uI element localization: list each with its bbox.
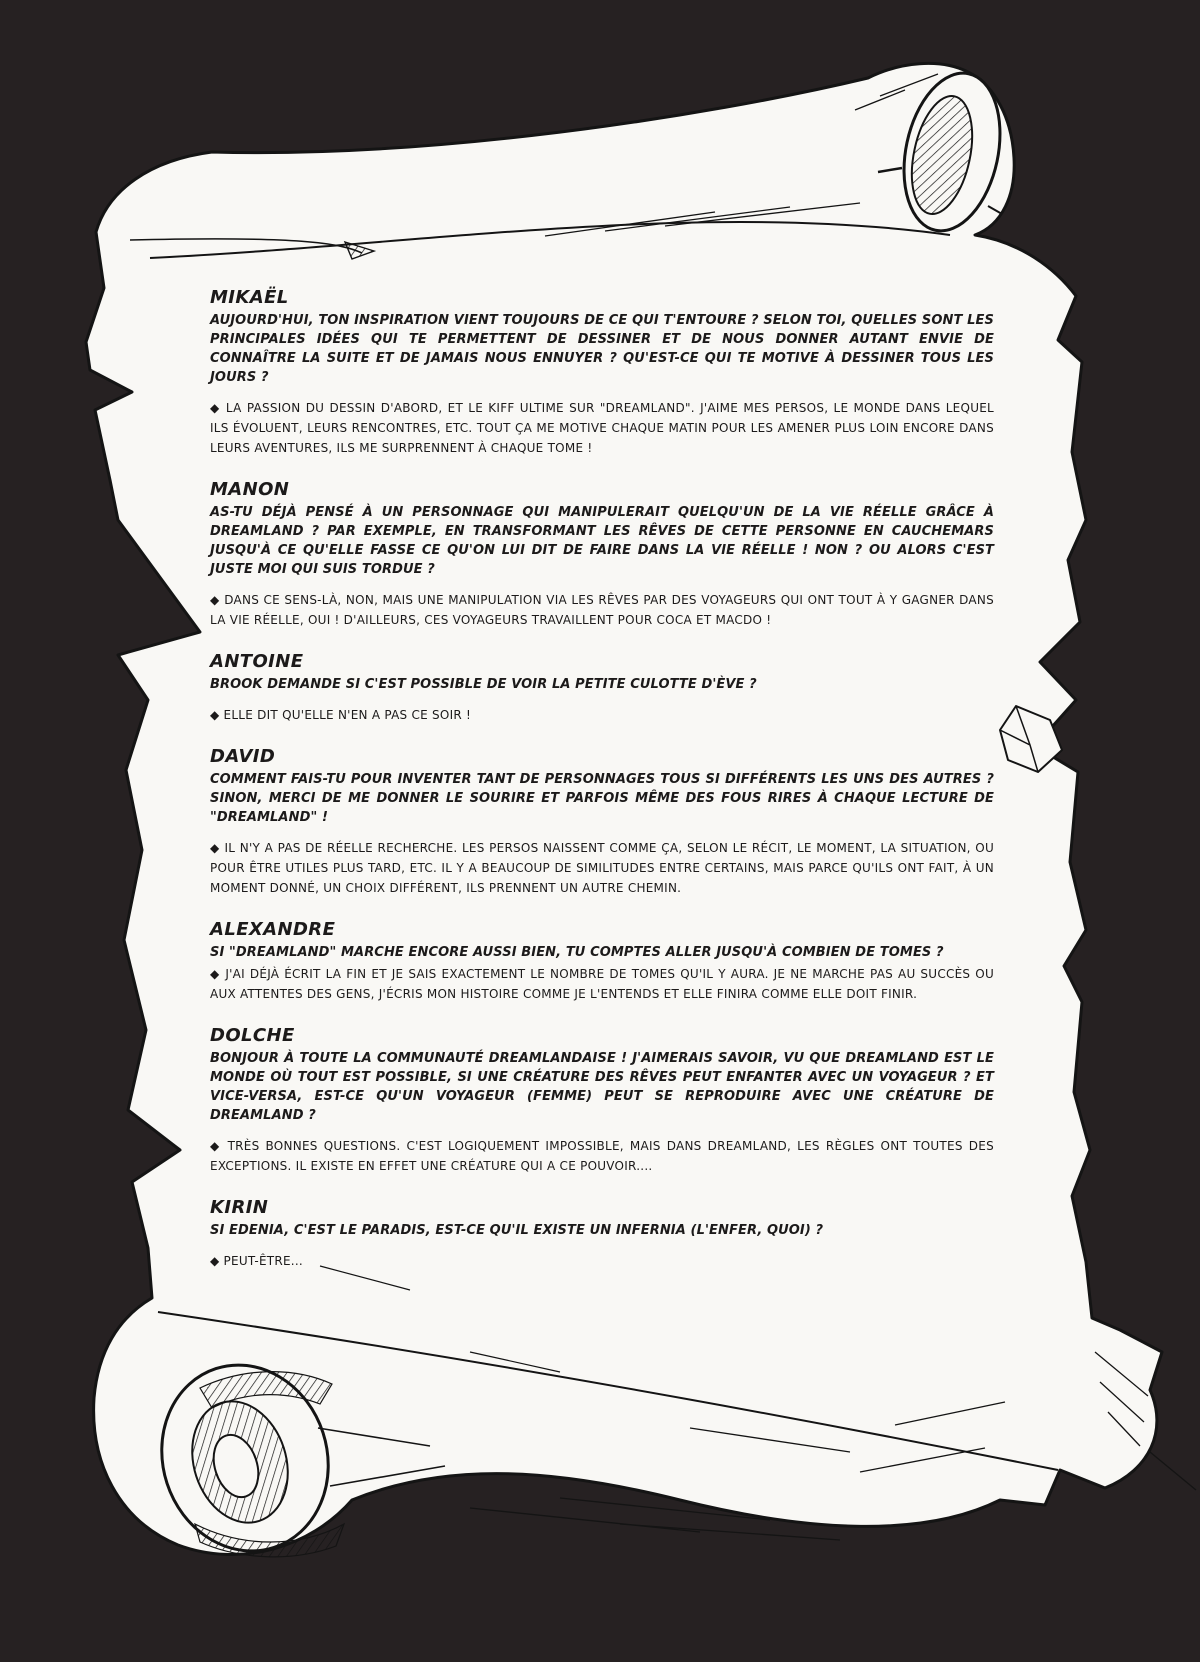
author-answer: ◆ TRÈS BONNES QUESTIONS. C'EST LOGIQUEMENT IMPOSSIBLE, MAIS DANS DREAMLAND, LES RÈGLES ONT TOUTES DES EXCEPTIONS. IL EXISTE EN EFFET UNE CRÉATURE QUI A CE POUVOIR.... <box>210 1139 994 1173</box>
author-answer: ◆ IL N'Y A PAS DE RÉELLE RECHERCHE. LES PERSOS NAISSENT COMME ÇA, SELON LE RÉCIT, LE MOMENT, LA SITUATION, OU POUR ÊTRE UTILES PLUS TARD, ETC. IL Y A BEAUCOUP DE SIMILITUDES ENTRE CERTAINS, MAIS PARCE QU'ILS ONT FAIT, À UN MOMENT DONNÉ, UN CHOIX DIFFÉRENT, ILS PRENNENT UN AUTRE CHEMIN. <box>210 841 994 895</box>
qa-section-alexandre <box>210 920 994 1004</box>
author-answer: ◆ PEUT-ÊTRE... <box>210 1254 303 1268</box>
author-answer: ◆ DANS CE SENS-LÀ, NON, MAIS UNE MANIPULATION VIA LES RÊVES PAR DES VOYAGEURS QUI ONT TOUT À Y GAGNER DANS LA VIE RÉELLE, OUI ! D'AILLEURS, CES VOYAGEURS TRAVAILLENT POUR COCA ET MACDO ! <box>210 593 994 627</box>
reader-question: COMMENT FAIS-TU POUR INVENTER TANT DE PERSONNAGES TOUS SI DIFFÉRENTS LES UNS DES AUTRES ? SINON, MERCI DE ME DONNER LE SOURIRE ET PARFOIS MÊME DES FOUS RIRES À CHAQUE LECTURE DE "DREAMLAND" ! <box>210 772 994 825</box>
reader-name: MIKAËL <box>210 287 289 308</box>
qa-section-kirin <box>210 1198 994 1271</box>
qa-section-manon <box>210 480 994 630</box>
reader-name: ANTOINE <box>210 651 304 672</box>
qa-section-david <box>210 747 994 898</box>
reader-question: BONJOUR À TOUTE LA COMMUNAUTÉ DREAMLANDAISE ! J'AIMERAIS SAVOIR, VU QUE DREAMLAND EST LE MONDE OÙ TOUT EST POSSIBLE, SI UNE CRÉATURE DES RÊVES PEUT ENFANTER AVEC UN VOYAGEUR ? ET VICE-VERSA, EST-CE QU'UN VOYAGEUR (FEMME) PEUT SE REPRODUIRE AVEC UNE CRÉATURE DE DREAMLAND ? <box>210 1051 994 1123</box>
qa-section-mikael <box>210 288 994 458</box>
reader-question: AS-TU DÉJÀ PENSÉ À UN PERSONNAGE QUI MANIPULERAIT QUELQU'UN DE LA VIE RÉELLE GRÂCE À DREAMLAND ? PAR EXEMPLE, EN TRANSFORMANT LES RÊVES DE CETTE PERSONNE EN CAUCHEMARS JUSQU'À CE QU'ELLE FASSE CE QU'ON LUI DIT DE FAIRE DANS LA VIE RÉELLE ! NON ? OU ALORS C'EST JUSTE MOI QUI SUIS TORDUE ? <box>210 505 994 577</box>
author-answer: ◆ ELLE DIT QU'ELLE N'EN A PAS CE SOIR ! <box>210 708 472 722</box>
reader-name: ALEXANDRE <box>210 919 336 940</box>
reader-name: KIRIN <box>210 1197 269 1218</box>
reader-question: AUJOURD'HUI, TON INSPIRATION VIENT TOUJOURS DE CE QUI T'ENTOURE ? SELON TOI, QUELLES SONT LES PRINCIPALES IDÉES QUI TE PERMETTENT DE DESSINER ET DE NOUS DONNER AUTANT ENVIE DE CONNAÎTRE LA SUITE ET DE JAMAIS NOUS ENNUYER ? QU'EST-CE QUI TE MOTIVE À DESSINER TOUS LES JOURS ? <box>210 313 994 385</box>
author-answer: ◆ J'AI DÉJÀ ÉCRIT LA FIN ET JE SAIS EXACTEMENT LE NOMBRE DE TOMES QU'IL Y AURA. JE NE MARCHE PAS AU SUCCÈS OU AUX ATTENTES DES GENS, J'ÉCRIS MON HISTOIRE COMME JE L'ENTENDS ET ELLE FINIRA COMME ELLE DOIT FINIR. <box>210 967 994 1001</box>
reader-question: SI EDENIA, C'EST LE PARADIS, EST-CE QU'IL EXISTE UN INFERNIA (L'ENFER, QUOI) ? <box>210 1223 824 1238</box>
reader-question: BROOK DEMANDE SI C'EST POSSIBLE DE VOIR LA PETITE CULOTTE D'ÈVE ? <box>210 677 757 692</box>
reader-name: MANON <box>210 479 290 500</box>
author-answer: ◆ LA PASSION DU DESSIN D'ABORD, ET LE KIFF ULTIME SUR "DREAMLAND". J'AIME MES PERSOS, LE MONDE DANS LEQUEL ILS ÉVOLUENT, LEURS RENCONTRES, ETC. TOUT ÇA ME MOTIVE CHAQUE MATIN POUR LES AMENER PLUS LOIN ENCORE DANS LEURS AVENTURES, ILS ME SURPRENNENT À CHAQUE TOME ! <box>210 401 994 455</box>
reader-question: SI "DREAMLAND" MARCHE ENCORE AUSSI BIEN, TU COMPTES ALLER JUSQU'À COMBIEN DE TOMES ? <box>210 945 944 960</box>
qa-section-dolche <box>210 1026 994 1176</box>
qa-letters-column <box>210 288 994 1293</box>
reader-name: DOLCHE <box>210 1025 295 1046</box>
reader-name: DAVID <box>210 746 276 767</box>
qa-section-antoine <box>210 652 994 725</box>
